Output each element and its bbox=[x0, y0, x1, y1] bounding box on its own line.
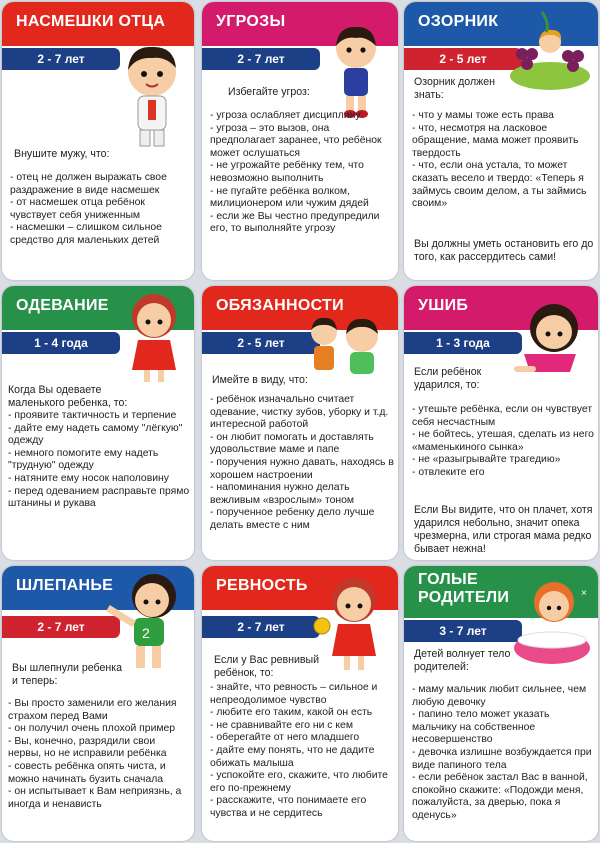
age-badge: 2 - 5 лет bbox=[404, 48, 522, 70]
card-intro: Детей волнует тело родителей: bbox=[414, 648, 511, 673]
list-item: - проявите тактичность и терпение bbox=[8, 410, 190, 423]
card-list bbox=[8, 410, 190, 511]
list-item: - насмешки – слишком сильное средство для маленьких детей bbox=[10, 222, 188, 247]
list-item: - знайте, что ревность – сильное и непреодолимое чувство bbox=[210, 682, 394, 707]
age-badge: 2 - 7 лет bbox=[202, 48, 320, 70]
age-badge: 1 - 3 года bbox=[404, 332, 522, 354]
list-item: - не бойтесь, утешая, сделать из него «маменькиного сынка» bbox=[412, 429, 594, 454]
card-ushib bbox=[404, 286, 598, 560]
svg-text:×: × bbox=[581, 588, 587, 599]
list-item: - ребёнок изначально считает одевание, чистку зубов, уборку и т.д. интересной работой bbox=[210, 394, 394, 432]
list-item: - что у мамы тоже есть права bbox=[412, 110, 594, 123]
two-kids-illustration bbox=[304, 314, 394, 378]
card-list bbox=[412, 684, 594, 823]
list-item: - он любит помогать и доставлять удовольствие маме и папе bbox=[210, 432, 394, 457]
card-title: ОЗОРНИК bbox=[404, 2, 598, 46]
card-intro: Имейте в виду, что: bbox=[212, 374, 308, 386]
card-nasmeshki-otca bbox=[2, 2, 194, 280]
card-list bbox=[412, 404, 594, 480]
list-item: - дайте ему понять, что не дадите обижать малыша bbox=[210, 745, 394, 770]
list-item: - маму мальчик любит сильнее, чем любую девочку bbox=[412, 684, 594, 709]
list-item: - порученное ребенку дело лучше делать вместе с ним bbox=[210, 507, 394, 532]
list-item: - если ребёнок застал Вас в ванной, спокойно скажите: «Подожди меня, пожалуйста, за дверью, пока я оденусь» bbox=[412, 772, 594, 822]
card-outro: Если Вы видите, что он плачет, хотя ударился небольно, значит опека чрезмерна, или строгая мама редко бывает нежна! bbox=[414, 504, 593, 555]
card-list bbox=[210, 110, 392, 236]
list-item: - немного помогите ему надеть "трудную" одежду bbox=[8, 448, 190, 473]
card-list bbox=[8, 698, 190, 811]
list-item: - успокойте его, скажите, что любите его по-прежнему bbox=[210, 770, 394, 795]
list-item: - перед одеванием расправьте прямо штанины и рукава bbox=[8, 486, 190, 511]
card-intro: Избегайте угроз: bbox=[228, 86, 310, 98]
card-title: РЕВНОСТЬ bbox=[202, 566, 398, 610]
card-title-line2: РОДИТЕЛИ bbox=[418, 589, 510, 606]
card-title: ОБЯЗАННОСТИ bbox=[202, 286, 398, 330]
girl-red-dress-illustration bbox=[114, 290, 192, 386]
list-item: - отец не должен выражать свое раздражение в виде насмешек bbox=[10, 172, 188, 197]
bath-girl-illustration bbox=[508, 574, 594, 672]
card-title: УГРОЗЫ bbox=[202, 2, 398, 46]
card-title: НАСМЕШКИ ОТЦА bbox=[2, 2, 194, 46]
cupid-girl-illustration bbox=[308, 6, 396, 124]
list-item: - Вы, конечно, разрядили свои нервы, но не исправили ребёнка bbox=[8, 736, 190, 761]
card-list bbox=[10, 172, 188, 248]
card-title: ОДЕВАНИЕ bbox=[2, 286, 194, 330]
card-golye-roditeli bbox=[404, 566, 598, 841]
boy-illustration bbox=[112, 42, 192, 152]
age-badge: 1 - 4 года bbox=[2, 332, 120, 354]
list-item: - что, несмотря на ласковое обращение, мама может проявить твердость bbox=[412, 123, 594, 161]
age-badge: 2 - 7 лет bbox=[202, 616, 320, 638]
card-intro: Вы шлепнули ребенка и теперь: bbox=[12, 662, 123, 687]
list-item: - любите его таким, какой он есть bbox=[210, 707, 394, 720]
list-item: - он испытывает к Вам неприязнь, а иногда и ненависть bbox=[8, 786, 190, 811]
card-intro: Внушите мужу, что: bbox=[14, 148, 110, 160]
list-item: - утешьте ребёнка, если он чувствует себя несчастным bbox=[412, 404, 594, 429]
list-item: - напоминания нужно делать вежливым «взрослым» тоном bbox=[210, 482, 394, 507]
list-item: - он получил очень плохой пример bbox=[8, 723, 190, 736]
list-item: - совесть ребёнка опять чиста, и можно начинать бузить сначала bbox=[8, 761, 190, 786]
list-item: - угроза ослабляет дисциплину bbox=[210, 110, 392, 123]
card-outro: Вы должны уметь остановить его до того, как рассердитесь сами! bbox=[414, 238, 594, 263]
list-item: - натяните ему носок наполовину bbox=[8, 473, 190, 486]
card-list bbox=[210, 394, 394, 533]
card-obyazannosti bbox=[202, 286, 398, 560]
card-ozornik bbox=[404, 2, 598, 280]
list-item: - папино тело может указать мальчику на собственное несовершенство bbox=[412, 709, 594, 747]
card-list bbox=[210, 682, 394, 821]
girl-fallen-illustration bbox=[500, 298, 594, 386]
list-item: - не пугайте ребёнка волком, милиционером или чужим дядей bbox=[210, 186, 392, 211]
card-odevanie bbox=[2, 286, 194, 560]
list-item: - если же Вы честно предупредили его, то выполняйте угрозу bbox=[210, 211, 392, 236]
card-title-line1: ГОЛЫЕ bbox=[418, 571, 478, 588]
list-item: - от насмешек отца ребёнок чувствует себя униженным bbox=[10, 197, 188, 222]
card-intro: Если у Вас ревнивый ребёнок, то: bbox=[214, 654, 320, 679]
card-intro: Озорник должен знать: bbox=[414, 76, 495, 101]
card-title: ШЛЕПАНЬЕ bbox=[2, 566, 194, 610]
svg-text:2: 2 bbox=[142, 625, 150, 641]
list-item: - не угрожайте ребёнку тем, что невозможно выполнить bbox=[210, 160, 392, 185]
card-revnost bbox=[202, 566, 398, 841]
card-shlepanie bbox=[2, 566, 194, 841]
list-item: - оберегайте от него младшего bbox=[210, 732, 394, 745]
list-item: - отвлеките его bbox=[412, 467, 594, 480]
card-ugrozy bbox=[202, 2, 398, 280]
card-list bbox=[412, 110, 594, 211]
list-item: - дайте ему надеть самому "лёгкую" одежду bbox=[8, 423, 190, 448]
age-badge: 3 - 7 лет bbox=[404, 620, 522, 642]
list-item: - девочка излишне возбуждается при виде папиного тела bbox=[412, 747, 594, 772]
card-intro: Если ребёнок ударился, то: bbox=[414, 366, 482, 391]
card-title: УШИБ bbox=[404, 286, 598, 330]
age-badge: 2 - 7 лет bbox=[2, 616, 120, 638]
list-item: - не «разыгрывайте трагедию» bbox=[412, 454, 594, 467]
list-item: - Вы просто заменили его желания страхом перед Вами bbox=[8, 698, 190, 723]
grapes-kid-illustration bbox=[506, 10, 594, 92]
list-item: - что, если она устала, то может сказать весело и твердо: «Теперь я займусь своим делом, а ты займись своим» bbox=[412, 160, 594, 210]
list-item: - угроза – это вызов, она предполагает заранее, что ребёнок может ослушаться bbox=[210, 123, 392, 161]
age-badge: 2 - 7 лет bbox=[2, 48, 120, 70]
list-item: - не сравнивайте его ни с кем bbox=[210, 720, 394, 733]
list-item: - поручения нужно давать, находясь в хорошем настроении bbox=[210, 457, 394, 482]
age-badge: 2 - 5 лет bbox=[202, 332, 320, 354]
card-intro: Когда Вы одеваете маленького ребенка, то: bbox=[8, 384, 128, 409]
list-item: - расскажите, что понимаете его чувства и не сердитесь bbox=[210, 795, 394, 820]
